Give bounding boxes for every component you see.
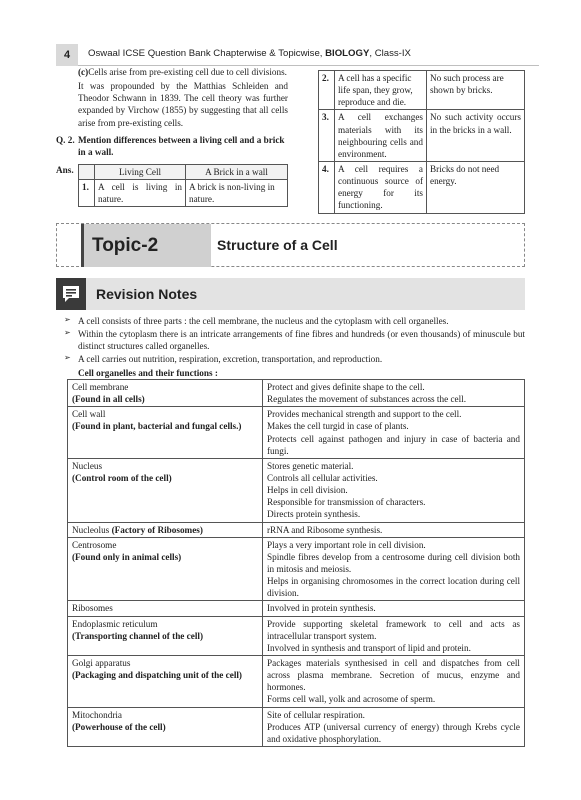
point-c-text: Cells arise from pre-existing cell due to cell divisions.: [88, 67, 287, 77]
organelle-subtitle: (Found in plant, bacterial and fungal cells.): [72, 421, 242, 432]
table-row: [68, 537, 525, 601]
table-row: [319, 161, 525, 213]
function-line: Plays a very important role in cell division.: [267, 539, 426, 550]
point-c: [78, 66, 288, 78]
table-row: [79, 180, 288, 207]
function-line: Protects cell against pathogen and injury in case of bacteria and fungi.: [267, 433, 520, 456]
organelle-subtitle: (Found in all cells): [72, 394, 145, 405]
table-header-blank: [79, 164, 95, 179]
living-cell-cell: A cell has a specific life span, they grow, reproduce and die.: [335, 71, 427, 110]
function-line: Provides mechanical strength and support to the cell.: [267, 409, 462, 420]
organelles-table: [67, 379, 525, 747]
row-number: 2.: [319, 71, 335, 110]
organelle-subtitle: (Found only in animal cells): [72, 551, 182, 562]
organelle-cell: [68, 380, 263, 407]
organelle-subtitle: (Factory of Ribosomes): [111, 524, 203, 535]
table-row: [68, 458, 525, 522]
revision-bullets: [64, 315, 525, 367]
function-cell: [263, 601, 525, 616]
organelle-cell: [68, 458, 263, 522]
function-cell: [263, 707, 525, 746]
function-line: Produces ATP (universal currency of energy) through Krebs cycle and oxidative phosphorylation.: [267, 721, 520, 744]
organelle-name: Mitochondria: [72, 709, 123, 720]
function-line: Site of cellular respiration.: [267, 709, 365, 720]
topic-title: Structure of a Cell: [217, 237, 338, 253]
answer: [56, 164, 288, 207]
function-line: rRNA and Ribosome synthesis.: [267, 524, 383, 535]
difference-table-right: [318, 70, 525, 214]
organelle-cell: [68, 616, 263, 655]
organelle-subtitle: (Control room of the cell): [72, 472, 172, 483]
function-line: Makes the cell turgid in case of plants.: [267, 421, 409, 432]
question-text: Mention differences between a living cell and a brick in a wall.: [78, 134, 285, 157]
table-row: [68, 616, 525, 655]
class-name: , Class-IX: [369, 48, 411, 59]
question-2: [56, 134, 288, 158]
brick-cell: No such activity occurs in the bricks in a wall.: [427, 110, 525, 162]
revision-notes-bar: [56, 278, 525, 310]
list-item: ➢ A cell carries out nutrition, respiration, excretion, transportation, and reproduction.: [64, 353, 525, 365]
function-cell: [263, 380, 525, 407]
list-item: ➢ Within the cytoplasm there is an intricate arrangements of fine fibres and hundreds (or even thousands) of minuscule but distinct structures called organelles.: [64, 328, 525, 352]
function-line: Helps in organising chromosomes in the correct location during cell division.: [267, 576, 520, 599]
function-line: Involved in synthesis and transport of lipid and protein.: [267, 642, 471, 653]
organelle-subtitle: (Packaging and dispatching unit of the cell): [72, 670, 242, 681]
note-icon: [56, 278, 86, 310]
function-cell: [263, 616, 525, 655]
table-row: [68, 380, 525, 407]
organelle-name: Ribosomes: [72, 603, 113, 614]
right-column: [318, 70, 525, 214]
table-header-brick: A Brick in a wall: [186, 164, 288, 179]
list-item: ➢ A cell consists of three parts : the cell membrane, the nucleus and the cytoplasm with cell organelles.: [64, 315, 525, 327]
organelle-name: Centrosome: [72, 539, 117, 550]
table-header-living-cell: Living Cell: [95, 164, 186, 179]
function-line: Protect and gives definite shape to the cell.: [267, 382, 425, 392]
organelle-name: Golgi apparatus: [72, 657, 131, 668]
answer-label: Ans.: [56, 164, 74, 175]
function-line: Controls all cellular activities.: [267, 472, 378, 483]
table-header-row: [79, 164, 288, 179]
running-title: [88, 48, 411, 61]
point-c-label: (c): [78, 67, 89, 77]
function-line: Provide supporting skeletal framework to cell and acts as intracellular transport system.: [267, 618, 520, 641]
function-cell: [263, 537, 525, 601]
function-cell: [263, 458, 525, 522]
topic-label: Topic-2: [81, 224, 211, 267]
row-number: 1.: [79, 180, 95, 207]
subject-name: BIOLOGY: [325, 48, 370, 59]
table-row: [319, 71, 525, 110]
living-cell-cell: A cell requires a continuous source of energy for its functioning.: [335, 161, 427, 213]
function-line: Responsible for transmission of characters.: [267, 497, 426, 508]
row-number: 3.: [319, 110, 335, 162]
function-cell: [263, 522, 525, 537]
organelle-cell: [68, 537, 263, 601]
organelle-subtitle: (Transporting channel of the cell): [72, 630, 203, 641]
cell-theory-note: It was propounded by the Matthias Schleiden and Theodor Schwann in 1839. The cell theory was further expanded by Virchow (1855) by suggesting that all cells arise from pre-existing cells.: [78, 81, 288, 128]
row-number: 4.: [319, 161, 335, 213]
function-line: Regulates the movement of substances across the cell.: [267, 394, 467, 405]
organelles-table-body: [68, 380, 525, 747]
organelle-name: Nucleolus: [72, 524, 112, 535]
function-line: Spindle fibres develop from a centrosome during cell division both in mitosis and meiosis.: [267, 551, 520, 574]
organelle-name: Endoplasmic reticulum: [72, 618, 158, 629]
organelle-cell: [68, 407, 263, 459]
living-cell-cell: A cell is living in nature.: [95, 180, 186, 207]
function-cell: [263, 407, 525, 459]
difference-table-left: [78, 164, 288, 207]
living-cell-cell: A cell exchanges materials with its neighbouring cells and environment.: [335, 110, 427, 162]
organelle-name: Cell wall: [72, 409, 106, 420]
organelles-table-heading: Cell organelles and their functions :: [78, 368, 218, 378]
left-column: [56, 66, 288, 207]
revision-notes-title: Revision Notes: [96, 286, 198, 302]
organelle-cell: [68, 707, 263, 746]
table-row: [68, 407, 525, 459]
organelle-cell: [68, 522, 263, 537]
brick-cell: No such process are shown by bricks.: [427, 71, 525, 110]
organelle-cell: [68, 601, 263, 616]
page-header: [56, 44, 539, 66]
function-line: Involved in protein synthesis.: [267, 603, 376, 614]
table-row: [68, 522, 525, 537]
table-row: [68, 655, 525, 707]
function-line: Forms cell wall, yolk and acrosome of sperm.: [267, 694, 436, 705]
topic-banner: [56, 223, 525, 267]
function-line: Packages materials synthesised in cell and dispatches from cell across plasma membrane. Secretion of mucus, enzyme and hormones.: [267, 657, 520, 693]
organelle-name: Nucleus: [72, 460, 103, 471]
book-title: Oswaal ICSE Question Bank Chapterwise & Topicwise,: [88, 48, 326, 59]
table-row: [68, 601, 525, 616]
function-line: Helps in cell division.: [267, 485, 348, 496]
organelle-subtitle: (Powerhouse of the cell): [72, 721, 166, 732]
function-line: Stores genetic material.: [267, 460, 354, 471]
organelle-cell: [68, 655, 263, 707]
organelle-name: Cell membrane: [72, 382, 129, 392]
page-number: 4: [56, 44, 78, 66]
brick-cell: A brick is non-living in nature.: [186, 180, 288, 207]
function-cell: [263, 655, 525, 707]
function-line: Directs protein synthesis.: [267, 509, 361, 520]
brick-cell: Bricks do not need energy.: [427, 161, 525, 213]
table-row: [319, 110, 525, 162]
table-row: [68, 707, 525, 746]
question-number: Q. 2.: [56, 134, 75, 145]
